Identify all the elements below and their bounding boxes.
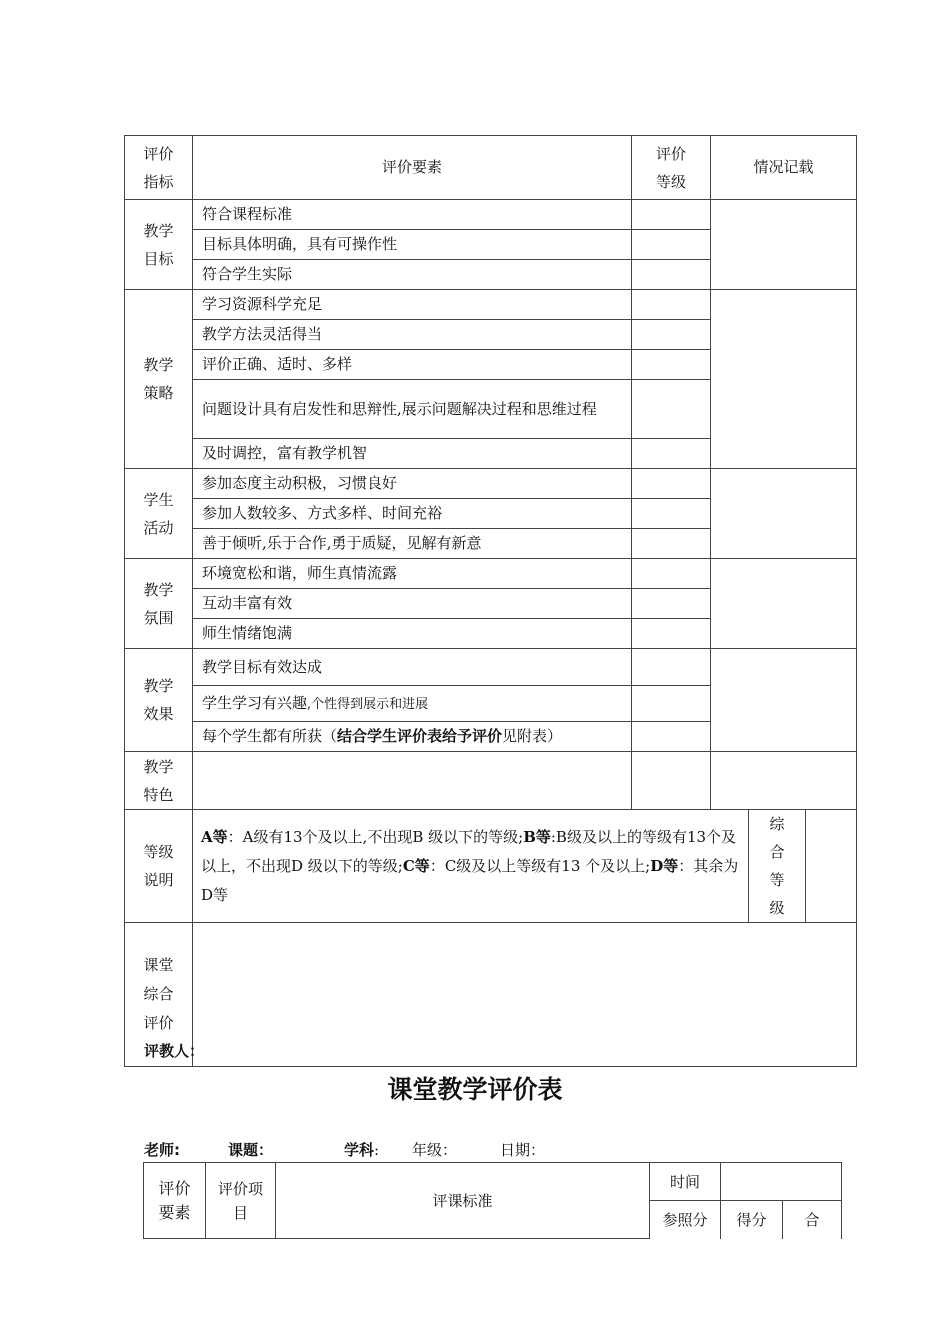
element-item: 师生情绪饱满 bbox=[193, 619, 632, 649]
header-grade: 评价等级 bbox=[632, 136, 711, 200]
element-item: 教学方法灵活得当 bbox=[193, 320, 632, 350]
grade-cell[interactable] bbox=[632, 439, 711, 469]
teacher-label: 老师: bbox=[144, 1141, 180, 1159]
element-item: 学习资源科学充足 bbox=[193, 290, 632, 320]
record-cell[interactable] bbox=[711, 649, 857, 752]
effect-interest-small-text: ,个性得到展示和进展 bbox=[307, 696, 429, 712]
element-item: 评价正确、适时、多样 bbox=[193, 350, 632, 380]
record-cell[interactable] bbox=[711, 559, 857, 649]
grade-description-text bbox=[193, 810, 749, 923]
record-cell[interactable] bbox=[711, 200, 857, 290]
header-elements: 评价要素 bbox=[193, 136, 632, 200]
category-overall-evaluation: 课堂综合评价 bbox=[125, 923, 193, 1067]
element-item: 参加人数较多、方式多样、时间充裕 bbox=[193, 499, 632, 529]
grade-cell[interactable] bbox=[632, 260, 711, 290]
element-item: 教学目标有效达成 bbox=[193, 649, 632, 686]
element-item: 及时调控，富有教学机智 bbox=[193, 439, 632, 469]
header-score: 得分 bbox=[721, 1201, 783, 1239]
overall-grade-label: 综合等级 bbox=[749, 810, 806, 923]
grade-cell[interactable] bbox=[632, 722, 711, 752]
record-cell[interactable] bbox=[711, 290, 857, 469]
element-item: 问题设计具有启发性和思辩性,展示问题解决过程和思维过程 bbox=[193, 380, 632, 439]
record-cell[interactable] bbox=[711, 469, 857, 559]
grade-cell[interactable] bbox=[632, 320, 711, 350]
page-title: 课堂教学评价表 bbox=[387, 1075, 563, 1104]
grade-c-text: ：C级及以上等级有13 个及以上; bbox=[429, 856, 651, 875]
evaluation-table bbox=[124, 135, 857, 1067]
header-item: 评价项目 bbox=[206, 1163, 276, 1239]
element-item bbox=[193, 722, 632, 752]
grade-a-label: A等 bbox=[201, 827, 228, 846]
date-label: 日期： bbox=[500, 1141, 546, 1159]
header-record: 情况记载 bbox=[711, 136, 857, 200]
element-item: 互动丰富有效 bbox=[193, 589, 632, 619]
header-total: 合 bbox=[783, 1201, 842, 1239]
category-teaching-effect: 教学效果 bbox=[125, 649, 193, 752]
element-item: 符合学生实际 bbox=[193, 260, 632, 290]
element-item: 善于倾听,乐于合作,勇于质疑，见解有新意 bbox=[193, 529, 632, 559]
category-teaching-strategy: 教学策略 bbox=[125, 290, 193, 469]
reviewer-label: 评教人： bbox=[144, 1042, 205, 1060]
subject-label-text: 学科 bbox=[344, 1141, 375, 1159]
category-student-activities: 学生活动 bbox=[125, 469, 193, 559]
feature-content-cell[interactable] bbox=[193, 752, 632, 810]
category-grade-description: 等级说明 bbox=[125, 810, 193, 923]
time-value-cell[interactable] bbox=[721, 1163, 842, 1201]
header-indicator: 评价指标 bbox=[125, 136, 193, 200]
subject-label bbox=[344, 1139, 379, 1160]
header-ref-score: 参照分 bbox=[650, 1201, 721, 1239]
element-item: 环境宽松和谐，师生真情流露 bbox=[193, 559, 632, 589]
grade-cell[interactable] bbox=[632, 499, 711, 529]
element-item: 参加态度主动积极，习惯良好 bbox=[193, 469, 632, 499]
element-item: 符合课程标准 bbox=[193, 200, 632, 230]
grade-label: 年级： bbox=[412, 1141, 458, 1159]
grade-cell[interactable] bbox=[632, 529, 711, 559]
grade-cell[interactable] bbox=[632, 230, 711, 260]
element-item bbox=[193, 686, 632, 722]
effect-gain-text-c: 见附表） bbox=[502, 727, 563, 745]
grade-cell[interactable] bbox=[632, 350, 711, 380]
grade-cell[interactable] bbox=[632, 619, 711, 649]
grade-cell[interactable] bbox=[632, 649, 711, 686]
header-element: 评价要素 bbox=[144, 1163, 206, 1239]
grade-cell[interactable] bbox=[632, 469, 711, 499]
grade-a-text: ：A级有13个及以上,不出现B 级以下的等级; bbox=[227, 827, 524, 846]
grade-cell[interactable] bbox=[632, 752, 711, 810]
header-standard: 评课标准 bbox=[276, 1163, 650, 1239]
grade-b-label: B等 bbox=[523, 827, 551, 846]
grade-cell[interactable] bbox=[632, 559, 711, 589]
header-time: 时间 bbox=[650, 1163, 721, 1201]
subject-colon: : bbox=[374, 1141, 380, 1159]
lesson-evaluation-table bbox=[143, 1162, 842, 1239]
effect-interest-text: 学生学习有兴趣 bbox=[202, 693, 308, 712]
grade-cell[interactable] bbox=[632, 589, 711, 619]
effect-gain-text-a: 每个学生都有所获（ bbox=[202, 727, 338, 745]
topic-label: 课题： bbox=[228, 1141, 274, 1159]
category-teaching-atmosphere: 教学氛围 bbox=[125, 559, 193, 649]
grade-cell[interactable] bbox=[632, 290, 711, 320]
overall-evaluation-cell[interactable] bbox=[193, 923, 857, 1067]
effect-gain-text-bold: 结合学生评价表给予评价 bbox=[337, 727, 503, 745]
overall-grade-cell[interactable] bbox=[806, 810, 857, 923]
grade-d-text: ：其余为D等 bbox=[201, 856, 739, 904]
record-cell[interactable] bbox=[711, 752, 857, 810]
grade-cell[interactable] bbox=[632, 686, 711, 722]
grade-cell[interactable] bbox=[632, 380, 711, 439]
grade-cell[interactable] bbox=[632, 200, 711, 230]
grade-b-text: :B级及以上的等级有13个及以上，不出现D 级以下的等级; bbox=[201, 827, 737, 875]
grade-c-label: C等 bbox=[402, 856, 430, 875]
grade-d-label: D等 bbox=[650, 856, 679, 875]
category-teaching-features: 教学特色 bbox=[125, 752, 193, 810]
category-teaching-goals: 教学目标 bbox=[125, 200, 193, 290]
element-item: 目标具体明确，具有可操作性 bbox=[193, 230, 632, 260]
